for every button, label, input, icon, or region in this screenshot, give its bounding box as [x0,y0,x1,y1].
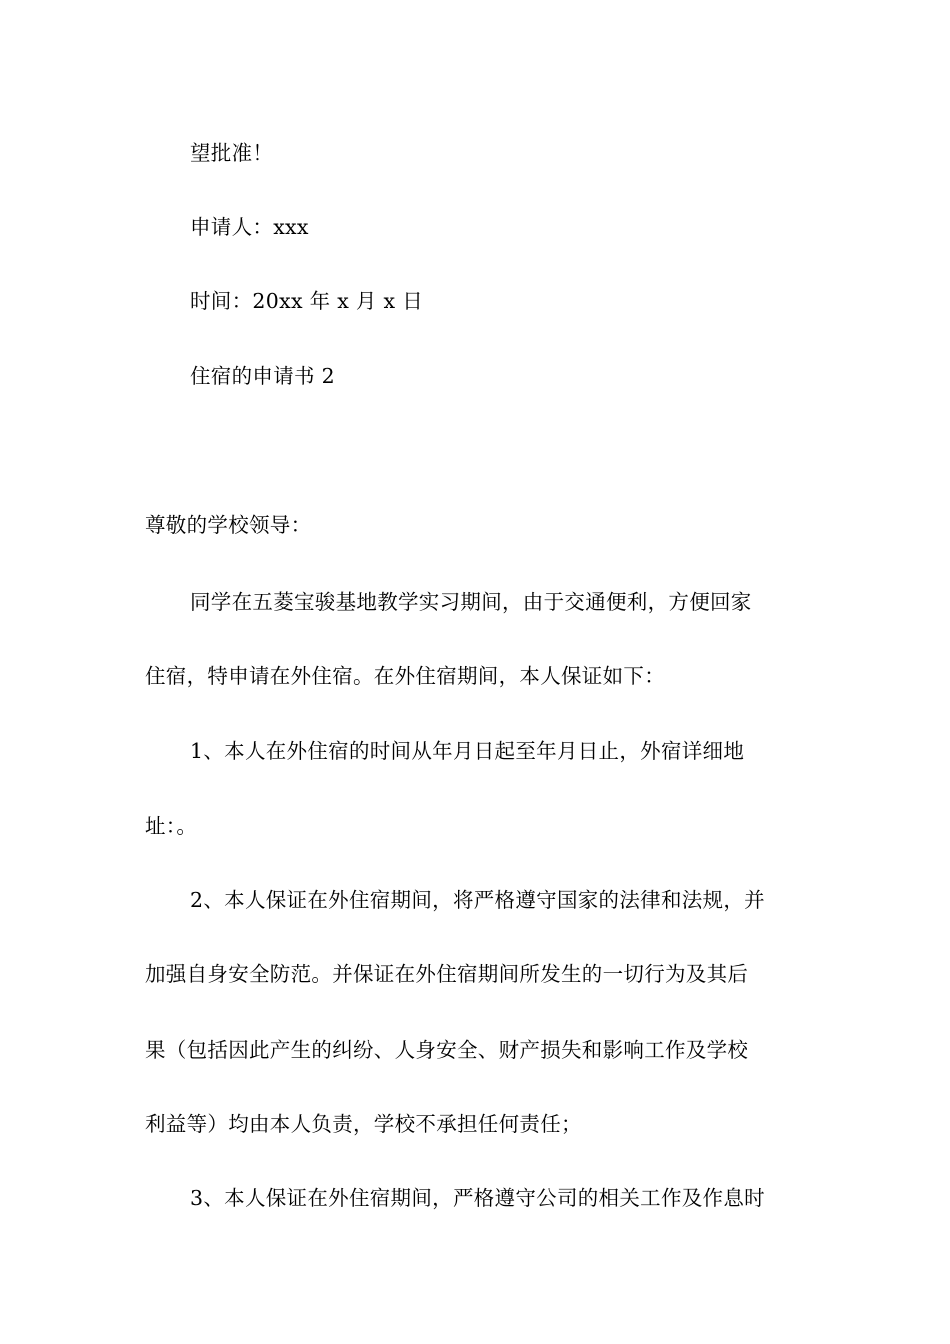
body-paragraph-line: 果（包括因此产生的纠纷、人身安全、财产损失和影响工作及学校 [145,1038,749,1062]
date-line: 时间：20xx 年 x 月 x 日 [190,289,424,313]
body-paragraph-line: 2、本人保证在外住宿期间，将严格遵守国家的法律和法规，并 [190,888,765,912]
applicant-line: 申请人：xxx [190,215,309,239]
body-paragraph-line: 1、本人在外住宿的时间从年月日起至年月日止，外宿详细地 [190,739,745,763]
body-paragraph-line: 3、本人保证在外住宿期间，严格遵守公司的相关工作及作息时 [190,1186,765,1210]
section-title: 住宿的申请书 2 [190,364,335,388]
approval-request-line: 望批准！ [190,141,274,165]
salutation: 尊敬的学校领导： [145,513,312,537]
body-paragraph-line: 利益等）均由本人负责，学校不承担任何责任； [145,1112,582,1136]
body-paragraph-line: 址：。 [145,814,198,838]
body-paragraph-line: 同学在五菱宝骏基地教学实习期间，由于交通便利，方便回家 [190,590,752,614]
body-paragraph-line: 加强自身安全防范。并保证在外住宿期间所发生的一切行为及其后 [145,962,749,986]
body-paragraph-line: 住宿，特申请在外住宿。在外住宿期间，本人保证如下： [145,664,665,688]
